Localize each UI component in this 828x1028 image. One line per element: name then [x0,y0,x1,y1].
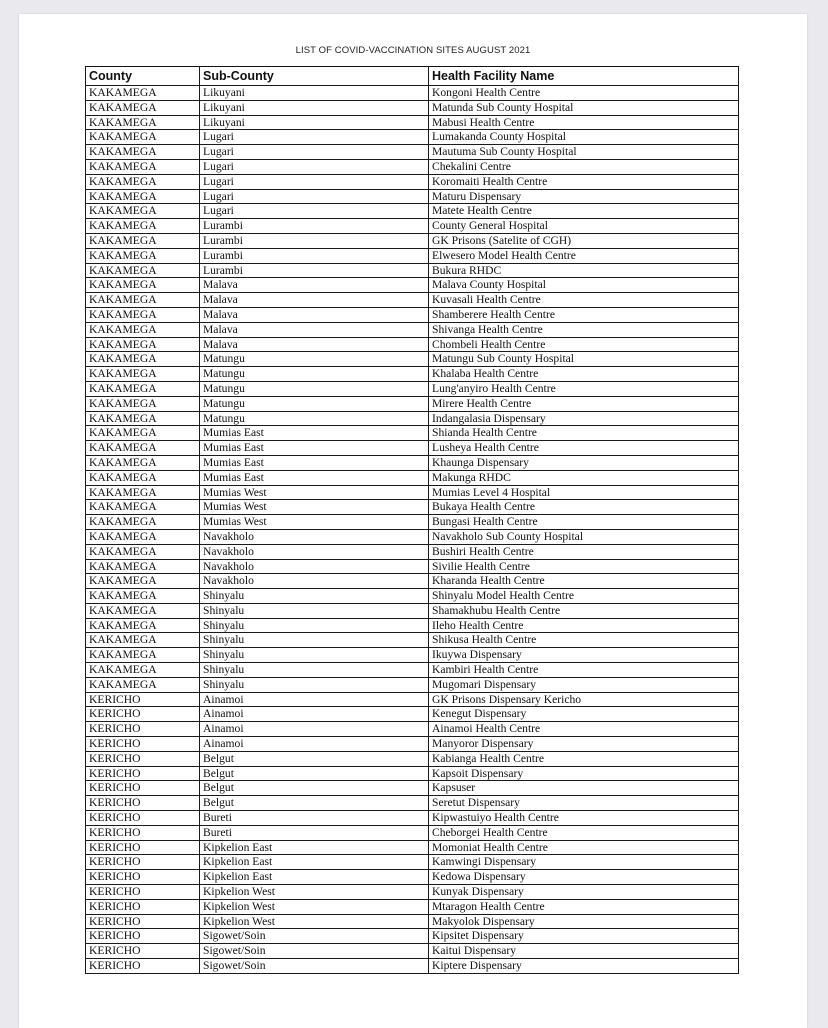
facility-name-cell: Mirere Health Centre [429,396,739,411]
table-row [86,485,739,500]
table-row [86,855,739,870]
sub-county-cell: Ainamoi [200,692,429,707]
sub-county-cell: Matungu [200,396,429,411]
facility-name-cell: Kongoni Health Centre [429,86,739,101]
county-cell: KERICHO [86,737,200,752]
sub-county-cell: Kipkelion East [200,870,429,885]
facility-name-cell: Kharanda Health Centre [429,574,739,589]
sub-county-cell: Lugari [200,174,429,189]
county-cell: KAKAMEGA [86,515,200,530]
table-row [86,219,739,234]
county-cell: KAKAMEGA [86,219,200,234]
county-cell: KAKAMEGA [86,470,200,485]
facility-name-cell: Bushiri Health Centre [429,544,739,559]
facility-name-cell: Lumakanda County Hospital [429,130,739,145]
sub-county-cell: Shinyalu [200,618,429,633]
sub-county-cell: Shinyalu [200,633,429,648]
sub-county-cell: Malava [200,337,429,352]
county-cell: KERICHO [86,796,200,811]
table-row [86,278,739,293]
county-cell: KAKAMEGA [86,411,200,426]
facility-name-cell: Bungasi Health Centre [429,515,739,530]
county-cell: KERICHO [86,885,200,900]
facility-name-cell: Bukaya Health Centre [429,500,739,515]
sub-county-cell: Mumias West [200,500,429,515]
county-cell: KERICHO [86,855,200,870]
table-row [86,692,739,707]
county-cell: KERICHO [86,766,200,781]
county-cell: KAKAMEGA [86,648,200,663]
column-header-health-facility-name: Health Facility Name [429,67,739,86]
sub-county-cell: Lugari [200,130,429,145]
sub-county-cell: Kipkelion East [200,855,429,870]
county-cell: KAKAMEGA [86,441,200,456]
facility-name-cell: Shikusa Health Centre [429,633,739,648]
county-cell: KAKAMEGA [86,130,200,145]
table-row [86,352,739,367]
sub-county-cell: Kipkelion West [200,914,429,929]
county-cell: KAKAMEGA [86,352,200,367]
sub-county-cell: Bureti [200,825,429,840]
table-row [86,367,739,382]
facility-name-cell: Matungu Sub County Hospital [429,352,739,367]
county-cell: KAKAMEGA [86,322,200,337]
sub-county-cell: Kipkelion East [200,840,429,855]
facility-name-cell: Kamwingi Dispensary [429,855,739,870]
facility-name-cell: Koromaiti Health Centre [429,174,739,189]
county-cell: KAKAMEGA [86,559,200,574]
table-row [86,529,739,544]
table-row [86,204,739,219]
county-cell: KERICHO [86,944,200,959]
facility-name-cell: Khalaba Health Centre [429,367,739,382]
county-cell: KAKAMEGA [86,307,200,322]
county-cell: KAKAMEGA [86,248,200,263]
county-cell: KAKAMEGA [86,633,200,648]
facility-name-cell: Ileho Health Centre [429,618,739,633]
table-row [86,307,739,322]
facility-name-cell: Kabianga Health Centre [429,751,739,766]
table-row [86,248,739,263]
sub-county-cell: Likuyani [200,100,429,115]
sub-county-cell: Shinyalu [200,648,429,663]
facility-name-cell: Makunga RHDC [429,470,739,485]
facility-name-cell: Chombeli Health Centre [429,337,739,352]
facility-name-cell: Mabusi Health Centre [429,115,739,130]
facility-name-cell: Kunyak Dispensary [429,885,739,900]
facility-name-cell: GK Prisons (Satelite of CGH) [429,233,739,248]
sub-county-cell: Navakholo [200,574,429,589]
facility-name-cell: Manyoror Dispensary [429,737,739,752]
document-title: LIST OF COVID-VACCINATION SITES AUGUST 2021 [295,45,531,56]
sub-county-cell: Mumias East [200,426,429,441]
county-cell: KERICHO [86,781,200,796]
county-cell: KAKAMEGA [86,426,200,441]
facility-name-cell: Lung'anyiro Health Centre [429,381,739,396]
table-row [86,707,739,722]
table-row [86,500,739,515]
facility-name-cell: Mumias Level 4 Hospital [429,485,739,500]
table-row [86,441,739,456]
county-cell: KAKAMEGA [86,86,200,101]
table-row [86,455,739,470]
sub-county-cell: Matungu [200,411,429,426]
sub-county-cell: Lugari [200,145,429,160]
facility-name-cell: Mtaragon Health Centre [429,899,739,914]
sub-county-cell: Ainamoi [200,737,429,752]
table-row [86,174,739,189]
county-cell: KERICHO [86,692,200,707]
facility-name-cell: County General Hospital [429,219,739,234]
table-header-row [86,67,739,86]
sub-county-cell: Mumias East [200,441,429,456]
sub-county-cell: Likuyani [200,86,429,101]
facility-name-cell: Shinyalu Model Health Centre [429,589,739,604]
table-row [86,86,739,101]
facility-name-cell: Cheborgei Health Centre [429,825,739,840]
table-row [86,159,739,174]
county-cell: KERICHO [86,899,200,914]
table-row [86,811,739,826]
table-row [86,677,739,692]
sub-county-cell: Navakholo [200,544,429,559]
county-cell: KAKAMEGA [86,455,200,470]
table-row [86,145,739,160]
facility-name-cell: Malava County Hospital [429,278,739,293]
table-row [86,589,739,604]
county-cell: KAKAMEGA [86,263,200,278]
table-row [86,470,739,485]
facility-name-cell: Kiptere Dispensary [429,959,739,974]
county-cell: KAKAMEGA [86,485,200,500]
facility-name-cell: Chekalini Centre [429,159,739,174]
table-row [86,885,739,900]
sub-county-cell: Malava [200,293,429,308]
county-cell: KAKAMEGA [86,278,200,293]
county-cell: KAKAMEGA [86,367,200,382]
county-cell: KAKAMEGA [86,233,200,248]
county-cell: KERICHO [86,825,200,840]
facility-name-cell: Sivilie Health Centre [429,559,739,574]
sub-county-cell: Navakholo [200,529,429,544]
facility-name-cell: Kapsuser [429,781,739,796]
county-cell: KAKAMEGA [86,589,200,604]
document-page [19,14,807,1028]
table-row [86,322,739,337]
facility-name-cell: Maturu Dispensary [429,189,739,204]
sub-county-cell: Shinyalu [200,589,429,604]
table-row [86,825,739,840]
sub-county-cell: Lurambi [200,233,429,248]
sub-county-cell: Ainamoi [200,707,429,722]
county-cell: KERICHO [86,811,200,826]
table-row [86,796,739,811]
sub-county-cell: Belgut [200,751,429,766]
table-row [86,781,739,796]
facility-name-cell: Matunda Sub County Hospital [429,100,739,115]
sub-county-cell: Matungu [200,381,429,396]
table-row [86,944,739,959]
facility-name-cell: Ikuywa Dispensary [429,648,739,663]
table-row [86,115,739,130]
sub-county-cell: Bureti [200,811,429,826]
facility-name-cell: Kambiri Health Centre [429,663,739,678]
vaccination-sites-table [85,66,739,974]
table-row [86,722,739,737]
sub-county-cell: Sigowet/Soin [200,929,429,944]
table-row [86,544,739,559]
table-row [86,603,739,618]
county-cell: KAKAMEGA [86,189,200,204]
county-cell: KAKAMEGA [86,337,200,352]
facility-name-cell: Kedowa Dispensary [429,870,739,885]
sub-county-cell: Mumias West [200,485,429,500]
table-row [86,233,739,248]
table-row [86,737,739,752]
county-cell: KAKAMEGA [86,500,200,515]
facility-name-cell: Mugomari Dispensary [429,677,739,692]
sub-county-cell: Shinyalu [200,663,429,678]
table-row [86,337,739,352]
sub-county-cell: Belgut [200,796,429,811]
facility-name-cell: Navakholo Sub County Hospital [429,529,739,544]
facility-name-cell: Shivanga Health Centre [429,322,739,337]
county-cell: KAKAMEGA [86,100,200,115]
county-cell: KAKAMEGA [86,293,200,308]
county-cell: KAKAMEGA [86,529,200,544]
county-cell: KERICHO [86,929,200,944]
county-cell: KAKAMEGA [86,174,200,189]
sub-county-cell: Mumias East [200,470,429,485]
table-row [86,189,739,204]
facility-name-cell: Shianda Health Centre [429,426,739,441]
sub-county-cell: Kipkelion West [200,899,429,914]
county-cell: KERICHO [86,722,200,737]
facility-name-cell: Kaitui Dispensary [429,944,739,959]
table-row [86,100,739,115]
table-row [86,899,739,914]
facility-name-cell: Indangalasia Dispensary [429,411,739,426]
facility-name-cell: Makyolok Dispensary [429,914,739,929]
county-cell: KAKAMEGA [86,115,200,130]
facility-name-cell: GK Prisons Dispensary Kericho [429,692,739,707]
sub-county-cell: Sigowet/Soin [200,944,429,959]
table-row [86,633,739,648]
facility-name-cell: Mautuma Sub County Hospital [429,145,739,160]
table-row [86,426,739,441]
sub-county-cell: Kipkelion West [200,885,429,900]
sub-county-cell: Malava [200,307,429,322]
county-cell: KERICHO [86,870,200,885]
facility-name-cell: Shamberere Health Centre [429,307,739,322]
facility-name-cell: Ainamoi Health Centre [429,722,739,737]
sub-county-cell: Mumias East [200,455,429,470]
table-row [86,870,739,885]
table-row [86,515,739,530]
sub-county-cell: Lugari [200,204,429,219]
table-row [86,293,739,308]
county-cell: KAKAMEGA [86,544,200,559]
sub-county-cell: Lurambi [200,263,429,278]
sub-county-cell: Sigowet/Soin [200,959,429,974]
facility-name-cell: Kenegut Dispensary [429,707,739,722]
table-row [86,766,739,781]
county-cell: KAKAMEGA [86,574,200,589]
facility-name-cell: Khaunga Dispensary [429,455,739,470]
facility-name-cell: Kipwastuiyo Health Centre [429,811,739,826]
sub-county-cell: Ainamoi [200,722,429,737]
sub-county-cell: Navakholo [200,559,429,574]
sub-county-cell: Likuyani [200,115,429,130]
table-row [86,559,739,574]
table-row [86,381,739,396]
sub-county-cell: Belgut [200,781,429,796]
facility-name-cell: Shamakhubu Health Centre [429,603,739,618]
sub-county-cell: Malava [200,322,429,337]
sub-county-cell: Lurambi [200,219,429,234]
table-row [86,914,739,929]
county-cell: KERICHO [86,959,200,974]
table-row [86,648,739,663]
county-cell: KAKAMEGA [86,677,200,692]
county-cell: KERICHO [86,840,200,855]
table-row [86,840,739,855]
table-row [86,751,739,766]
table-row [86,574,739,589]
facility-name-cell: Elwesero Model Health Centre [429,248,739,263]
table-row [86,263,739,278]
table-row [86,663,739,678]
sub-county-cell: Shinyalu [200,603,429,618]
column-header-sub-county: Sub-County [200,67,429,86]
county-cell: KERICHO [86,751,200,766]
county-cell: KAKAMEGA [86,145,200,160]
sub-county-cell: Matungu [200,367,429,382]
facility-name-cell: Matete Health Centre [429,204,739,219]
table-row [86,959,739,974]
facility-name-cell: Kapsoit Dispensary [429,766,739,781]
facility-name-cell: Kuvasali Health Centre [429,293,739,308]
facility-name-cell: Kipsitet Dispensary [429,929,739,944]
column-header-county: County [86,67,200,86]
county-cell: KERICHO [86,707,200,722]
county-cell: KAKAMEGA [86,381,200,396]
county-cell: KAKAMEGA [86,159,200,174]
sub-county-cell: Belgut [200,766,429,781]
sub-county-cell: Matungu [200,352,429,367]
county-cell: KAKAMEGA [86,204,200,219]
table-row [86,411,739,426]
sub-county-cell: Lugari [200,159,429,174]
table-row [86,618,739,633]
table-row [86,130,739,145]
facility-name-cell: Lusheya Health Centre [429,441,739,456]
county-cell: KAKAMEGA [86,396,200,411]
facility-name-cell: Seretut Dispensary [429,796,739,811]
county-cell: KERICHO [86,914,200,929]
county-cell: KAKAMEGA [86,618,200,633]
sub-county-cell: Shinyalu [200,677,429,692]
table-row [86,929,739,944]
sub-county-cell: Malava [200,278,429,293]
county-cell: KAKAMEGA [86,663,200,678]
county-cell: KAKAMEGA [86,603,200,618]
facility-name-cell: Bukura RHDC [429,263,739,278]
facility-name-cell: Momoniat Health Centre [429,840,739,855]
sub-county-cell: Lugari [200,189,429,204]
sub-county-cell: Lurambi [200,248,429,263]
table-row [86,396,739,411]
sub-county-cell: Mumias West [200,515,429,530]
